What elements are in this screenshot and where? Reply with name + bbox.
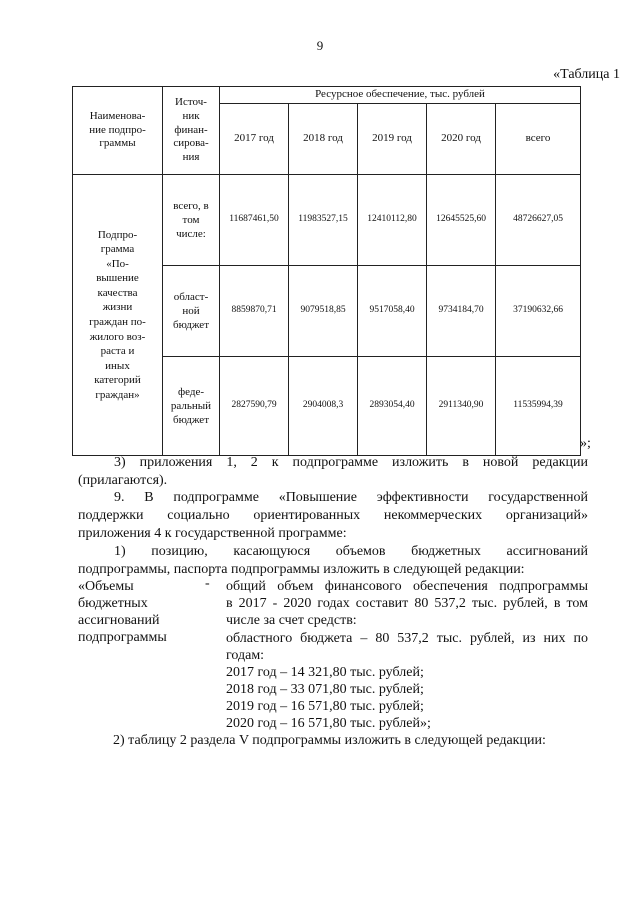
header-year-2020: 2020 год bbox=[427, 104, 496, 175]
value-cell: 11983527,15 bbox=[289, 175, 358, 266]
paragraph-9-2: 2) таблицу 2 раздела V подпрограммы изложить в следующей редакции: bbox=[113, 733, 546, 748]
value-cell: 2827590,79 bbox=[220, 357, 289, 456]
paragraph-9-line-3: приложения 4 к государственной программе: bbox=[78, 526, 347, 541]
table-row bbox=[73, 175, 581, 266]
paragraph-3-line-1: 3) приложения 1, 2 к подпрограмме изложить в новой редакции bbox=[114, 455, 588, 470]
header-year-2019: 2019 год bbox=[358, 104, 427, 175]
position-label-line: бюджетных bbox=[78, 596, 148, 611]
position-value-line: 2020 год – 16 571,80 тыс. рублей»; bbox=[226, 716, 431, 731]
value-cell: 2904008,3 bbox=[289, 357, 358, 456]
header-program-name: Наименова- ние подпро- граммы bbox=[73, 87, 163, 175]
source-cell: феде- ральный бюджет bbox=[163, 357, 220, 456]
value-cell: 48726627,05 bbox=[496, 175, 581, 266]
value-cell: 11535994,39 bbox=[496, 357, 581, 456]
value-cell: 9734184,70 bbox=[427, 266, 496, 357]
paragraph-9-1-line-1: 1) позицию, касающуюся объемов бюджетных ассигнований bbox=[114, 544, 588, 559]
position-value-line: годам: bbox=[226, 648, 265, 663]
position-label-line: подпрограммы bbox=[78, 630, 167, 645]
page-number: 9 bbox=[316, 38, 324, 53]
header-year-2018: 2018 год bbox=[289, 104, 358, 175]
value-cell: 2911340,90 bbox=[427, 357, 496, 456]
header-resources: Ресурсное обеспечение, тыс. рублей bbox=[220, 87, 581, 104]
paragraph-3-line-2: (прилагаются). bbox=[78, 473, 168, 488]
position-value-line: областного бюджета – 80 537,2 тыс. рублей, из них по bbox=[226, 631, 588, 646]
position-label-line: ассигнований bbox=[78, 613, 160, 628]
position-value-line: общий объем финансового обеспечения подпрограммы bbox=[226, 579, 588, 594]
header-year-2017: 2017 год bbox=[220, 104, 289, 175]
source-cell: област- ной бюджет bbox=[163, 266, 220, 357]
value-cell: 37190632,66 bbox=[496, 266, 581, 357]
value-cell: 8859870,71 bbox=[220, 266, 289, 357]
position-value-line: 2018 год – 33 071,80 тыс. рублей; bbox=[226, 682, 424, 697]
header-funding-source: Источ- ник финан- сирова- ния bbox=[163, 87, 220, 175]
table-label: «Таблица 1 bbox=[553, 67, 620, 82]
value-cell: 2893054,40 bbox=[358, 357, 427, 456]
position-label-line: «Объемы bbox=[78, 579, 134, 594]
position-value-line: 2019 год – 16 571,80 тыс. рублей; bbox=[226, 699, 424, 714]
position-value-line: 2017 год – 14 321,80 тыс. рублей; bbox=[226, 665, 424, 680]
value-cell: 9517058,40 bbox=[358, 266, 427, 357]
table-end-mark: »; bbox=[580, 436, 591, 451]
value-cell: 11687461,50 bbox=[220, 175, 289, 266]
value-cell: 9079518,85 bbox=[289, 266, 358, 357]
value-cell: 12410112,80 bbox=[358, 175, 427, 266]
value-cell: 12645525,60 bbox=[427, 175, 496, 266]
source-cell: всего, в том числе: bbox=[163, 175, 220, 266]
position-value-line: в 2017 - 2020 годах составит 80 537,2 тыс. рублей, в том bbox=[226, 596, 588, 611]
paragraph-9-line-1: 9. В подпрограмме «Повышение эффективности государственной bbox=[114, 490, 588, 505]
header-total: всего bbox=[496, 104, 581, 175]
position-dash: - bbox=[205, 576, 210, 591]
resource-table bbox=[72, 86, 581, 456]
program-name-cell: Подпро- грамма «По- вышение качества жизни граждан по- жилого воз- раста и иных категорий граждан» bbox=[73, 175, 163, 456]
paragraph-9-line-2: поддержки социально ориентированных некоммерческих организаций» bbox=[78, 508, 588, 523]
position-value-line: числе за счет средств: bbox=[226, 613, 357, 628]
paragraph-9-1-line-2: подпрограммы, паспорта подпрограммы изложить в следующей редакции: bbox=[78, 562, 525, 577]
